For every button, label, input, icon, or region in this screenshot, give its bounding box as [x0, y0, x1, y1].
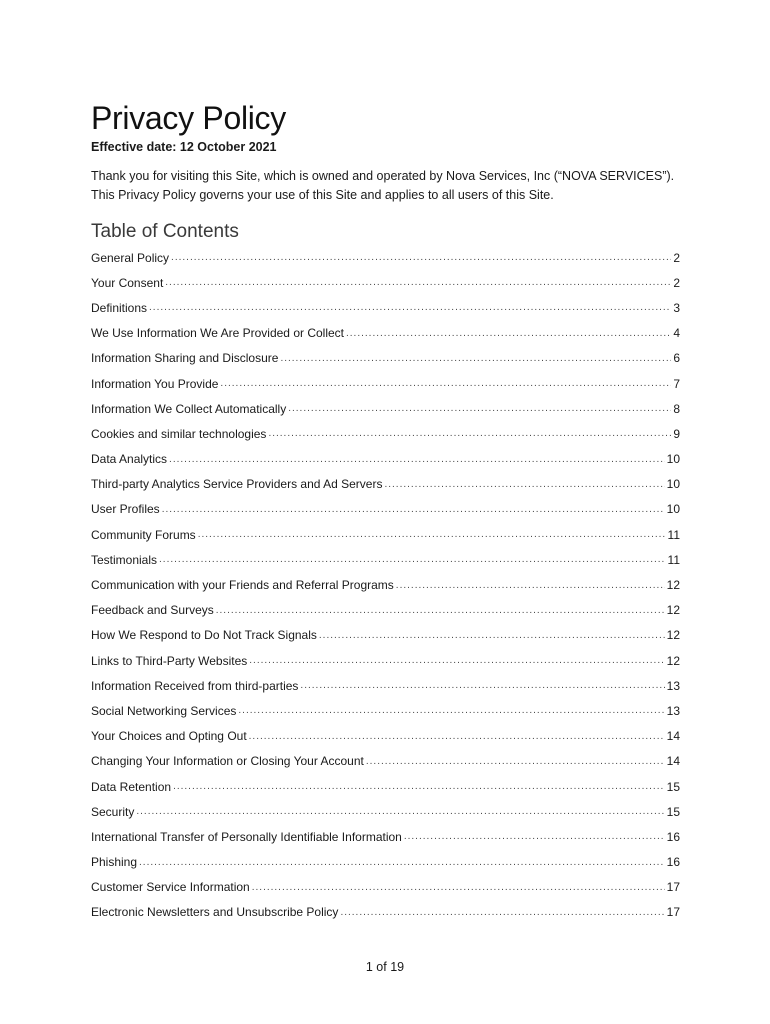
toc-entry-label: Your Consent: [91, 275, 164, 290]
toc-entry-page: 2: [673, 250, 680, 265]
toc-entry-page: 13: [666, 678, 680, 693]
toc-entry[interactable]: [91, 774, 680, 799]
toc-entry[interactable]: [91, 598, 680, 623]
toc-entry-label: Customer Service Information: [91, 880, 250, 895]
toc-entry[interactable]: [91, 421, 680, 446]
toc-entry-label: We Use Information We Are Provided or Collect: [91, 326, 344, 341]
toc-entry-label: Cookies and similar technologies: [91, 426, 267, 441]
toc-dot-leader: [238, 705, 664, 716]
toc-entry-page: 12: [666, 578, 680, 593]
toc-entry-label: Security: [91, 804, 135, 819]
toc-entry[interactable]: [91, 673, 680, 698]
toc-entry-label: Third-party Analytics Service Providers and Ad Servers: [91, 477, 383, 492]
toc-entry-page: 11: [667, 552, 680, 567]
toc-entry-label: User Profiles: [91, 502, 160, 517]
toc-dot-leader: [404, 831, 665, 842]
effective-date: Effective date: 12 October 2021: [91, 140, 277, 154]
toc-entry-label: Electronic Newsletters and Unsubscribe Policy: [91, 905, 339, 920]
toc-dot-leader: [300, 680, 664, 691]
toc-entry[interactable]: [91, 572, 680, 597]
toc-dot-leader: [252, 882, 665, 893]
toc-dot-leader: [396, 580, 665, 591]
page-number: 1 of 19: [365, 960, 405, 974]
toc-dot-leader: [159, 554, 666, 565]
toc-entry-label: How We Respond to Do Not Track Signals: [91, 628, 317, 643]
toc-entry-label: Communication with your Friends and Referral Programs: [91, 578, 394, 593]
toc-dot-leader: [149, 302, 671, 313]
toc-entry[interactable]: [91, 522, 680, 547]
toc-dot-leader: [319, 630, 665, 641]
toc-dot-leader: [384, 479, 664, 490]
intro-line-2: This Privacy Policy governs your use of this Site and applies to all users of this Site.: [91, 188, 554, 202]
toc-entry-page: 17: [666, 880, 680, 895]
toc-entry-label: Community Forums: [91, 527, 196, 542]
toc-entry-label: Information Received from third-parties: [91, 678, 299, 693]
toc-dot-leader: [165, 277, 671, 288]
toc-entry-label: Your Choices and Opting Out: [91, 729, 247, 744]
toc-entry[interactable]: [91, 472, 680, 497]
toc-entry[interactable]: [91, 824, 680, 849]
toc-entry-page: 17: [666, 905, 680, 920]
toc-entry[interactable]: [91, 749, 680, 774]
toc-entry-label: Information Sharing and Disclosure: [91, 351, 279, 366]
toc-entry[interactable]: [91, 295, 680, 320]
toc-entry-label: Definitions: [91, 300, 148, 315]
toc-entry-label: Phishing: [91, 855, 138, 870]
toc-dot-leader: [268, 428, 671, 439]
toc-entry[interactable]: [91, 270, 680, 295]
toc-entry[interactable]: [91, 698, 680, 723]
toc-entry-label: International Transfer of Personally Identifiable Information: [91, 829, 402, 844]
toc-entry[interactable]: [91, 875, 680, 900]
toc-entry-page: 4: [673, 326, 680, 341]
toc-entry-label: Testimonials: [91, 552, 158, 567]
toc-entry-page: 12: [666, 628, 680, 643]
toc-entry[interactable]: [91, 900, 680, 925]
toc-dot-leader: [173, 781, 665, 792]
toc-entry[interactable]: [91, 850, 680, 875]
toc-dot-leader: [249, 731, 665, 742]
toc-dot-leader: [216, 605, 665, 616]
toc-entry[interactable]: [91, 799, 680, 824]
toc-dot-leader: [198, 529, 666, 540]
page-title: Privacy Policy: [91, 100, 286, 136]
toc-heading: Table of Contents: [91, 221, 239, 242]
toc-entry-page: 7: [673, 376, 680, 391]
toc-entry[interactable]: [91, 623, 680, 648]
toc-entry[interactable]: [91, 648, 680, 673]
toc-entry-page: 15: [666, 779, 680, 794]
toc-dot-leader: [249, 655, 664, 666]
toc-dot-leader: [340, 907, 664, 918]
toc-dot-leader: [280, 353, 671, 364]
toc-dot-leader: [162, 504, 665, 515]
toc-entry-label: General Policy: [91, 250, 170, 265]
toc-entry-page: 13: [666, 703, 680, 718]
toc-entry-page: 6: [673, 351, 680, 366]
toc-entry-page: 11: [667, 527, 680, 542]
toc-entry-page: 8: [673, 401, 680, 416]
toc-dot-leader: [136, 806, 664, 817]
toc-entry[interactable]: [91, 724, 680, 749]
toc-entry-label: Links to Third-Party Websites: [91, 653, 248, 668]
toc-entry-page: 10: [666, 502, 680, 517]
toc-entry-page: 16: [666, 829, 680, 844]
toc-entry-label: Changing Your Information or Closing Your Account: [91, 754, 364, 769]
toc-entry-label: Feedback and Surveys: [91, 603, 214, 618]
toc-entry-label: Information We Collect Automatically: [91, 401, 287, 416]
toc-entry[interactable]: [91, 321, 680, 346]
intro-line-1: Thank you for visiting this Site, which is owned and operated by Nova Services, Inc (“NOVA SERVICES”).: [91, 169, 675, 183]
toc-entry-page: 16: [666, 855, 680, 870]
toc-entry-page: 10: [666, 477, 680, 492]
toc-dot-leader: [366, 756, 665, 767]
toc-dot-leader: [171, 252, 671, 263]
toc-entry-page: 3: [673, 300, 680, 315]
table-of-contents: [91, 245, 680, 925]
toc-dot-leader: [346, 328, 671, 339]
toc-entry-label: Data Analytics: [91, 452, 168, 467]
toc-entry[interactable]: [91, 547, 680, 572]
toc-entry-page: 2: [673, 275, 680, 290]
toc-entry-label: Information You Provide: [91, 376, 219, 391]
toc-entry[interactable]: [91, 497, 680, 522]
toc-entry[interactable]: [91, 346, 680, 371]
toc-dot-leader: [288, 403, 671, 414]
toc-entry-page: 10: [666, 452, 680, 467]
toc-dot-leader: [169, 454, 665, 465]
toc-entry[interactable]: [91, 447, 680, 472]
toc-entry[interactable]: [91, 371, 680, 396]
toc-entry-label: Social Networking Services: [91, 703, 237, 718]
toc-dot-leader: [139, 857, 665, 868]
toc-entry[interactable]: [91, 396, 680, 421]
toc-entry-page: 15: [666, 804, 680, 819]
toc-entry-label: Data Retention: [91, 779, 172, 794]
toc-entry-page: 14: [666, 729, 680, 744]
intro-paragraph: [91, 167, 680, 205]
toc-dot-leader: [220, 378, 671, 389]
toc-entry-page: 12: [666, 653, 680, 668]
toc-entry-page: 12: [666, 603, 680, 618]
toc-entry-page: 14: [666, 754, 680, 769]
toc-entry[interactable]: [91, 245, 680, 270]
toc-entry-page: 9: [673, 426, 680, 441]
